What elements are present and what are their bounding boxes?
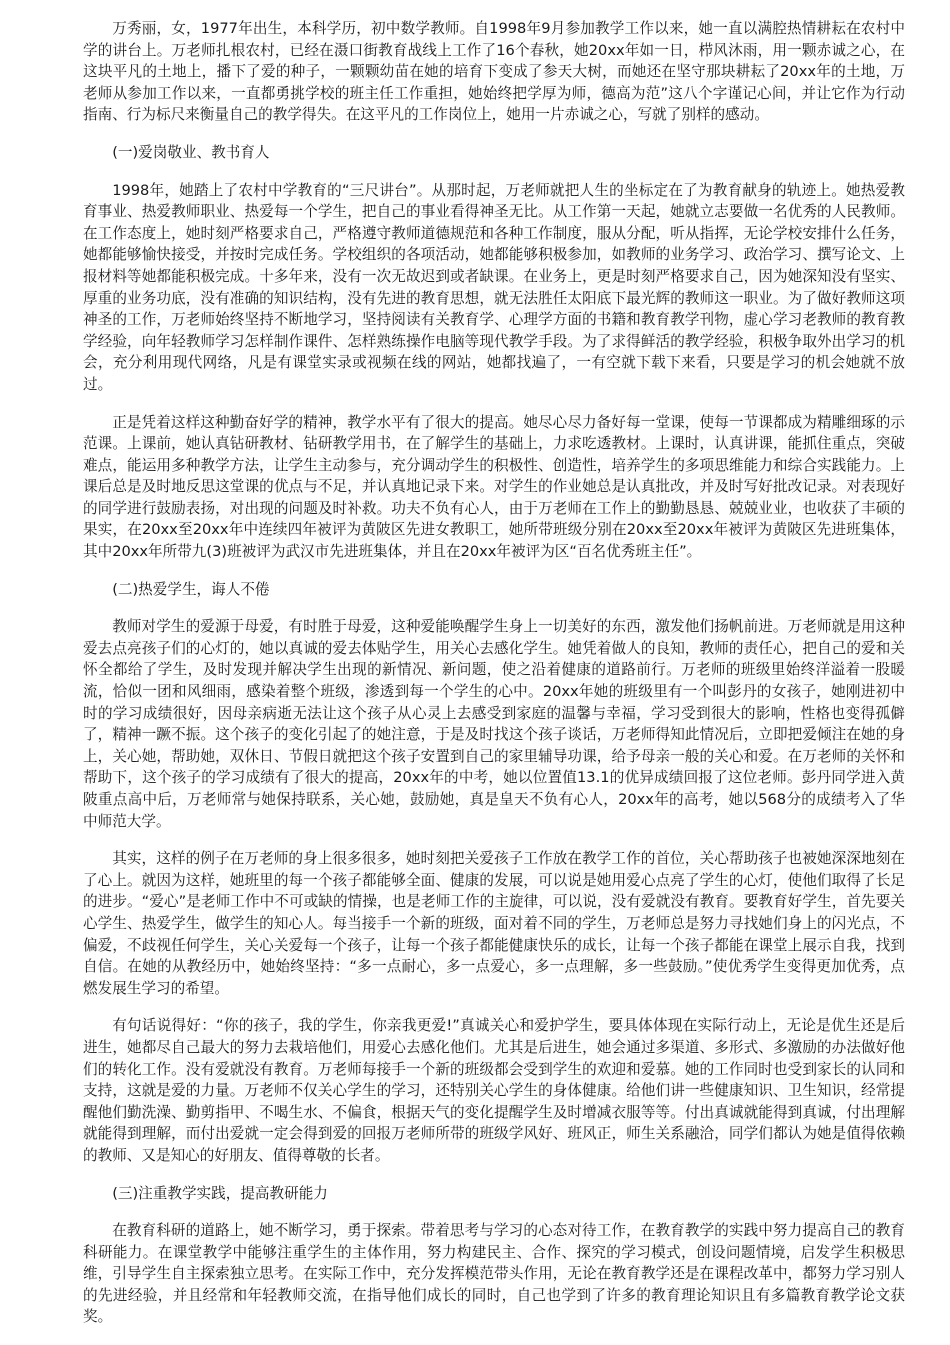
document-page [83, 18, 905, 1344]
paragraph-dedication: 1998年，她踏上了农村中学教育的“三尺讲台”。从那时起，万老师就把人生的坐标定在了为教育献身的轨迹上。她热爱教育事业、热爱教师职业、热爱每一个学生，把自己的事业看得神圣无比。从工作第一天起，她就立志要做一名优秀的人民教师。在工作态度上，她时刻严格要求自己，严格遵守教师道德规范和各种工作制度，服从分配，听从指挥，无论学校安排什么任务，她都能够愉快接受，并按时完成任务。学校组织的各项活动，她都能够积极参加，如教师的业务学习、政治学习、撰写论文、上报材料等她都能积极完成。十多年来，没有一次无故迟到或者缺课。在业务上，更是时刻严格要求自己，因为她深知没有坚实、厚重的业务功底，没有准确的知识结构，没有先进的教育思想，就无法胜任太阳底下最光辉的教师这一职业。为了做好教师这项神圣的工作，万老师始终坚持不断地学习，坚持阅读有关教育学、心理学方面的书籍和教育教学刊物，虚心学习老教师的教育教学经验，向年轻教师学习怎样制作课件、怎样熟练操作电脑等现代教学手段。为了求得鲜活的教学经验，积极争取外出学习的机会，充分利用现代网络，凡是有课堂实录或视频在线的网站，她都找遍了，一有空就下载下来看，只要是学习的机会她就不放过。 [83, 181, 905, 393]
paragraph-examples: 其实，这样的例子在万老师的身上很多很多，她时刻把关爱孩子工作放在教学工作的首位，关心帮助孩子也被她深深地刻在了心上。就因为这样，她班里的每一个孩子都能够全面、健康的发展，可以说是她用爱心点亮了学生的心灯，使他们取得了长足的进步。“爱心”是老师工作中不可或缺的情操，也是老师工作的主旋律，可以说，没有爱就没有教育。要教育好学生，首先要关心学生、热爱学生，做学生的知心人。每当接手一个新的班级，面对着不同的学生，万老师总是努力寻找她们身上的闪光点，不偏爱，不歧视任何学生，关心关爱每一个孩子，让每一个孩子都能健康快乐的成长，让每一个孩子都能在课堂上展示自我，找到自信。在她的从教经历中，她始终坚持：“多一点耐心，多一点爱心，多一点理解，多一些鼓励。”使优秀学生变得更加优秀，点燃发展生学习的希望。 [83, 850, 905, 997]
paragraph-research: 在教育科研的道路上，她不断学习，勇于探索。带着思考与学习的心态对待工作，在教育教学的实践中努力提高自己的教育科研能力。在课堂教学中能够注重学生的主体作用，努力构建民主、合作、探究的学习模式，创设问题情境，启发学生积极思维，引导学生自主探索独立思考。在实际工作中，充分发挥模范带头作用，无论在教育教学还是在课程改革中，都努力学习别人的先进经验，并且经常和年轻教师交流，在指导他们成长的同时，自己也学到了许多的教育理论知识且有多篇教育教学论文获奖。 [83, 1222, 905, 1326]
section-heading-1: (一)爱岗敬业、教书育人 [112, 143, 270, 161]
section-heading-3: (三)注重教学实践，提高教研能力 [112, 1184, 328, 1202]
paragraph-teaching-quality: 正是凭着这样这种勤奋好学的精神，教学水平有了很大的提高。她尽心尽力备好每一堂课，使每一节课都成为精雕细琢的示范课。上课前，她认真钻研教材、钻研教学用书，在了解学生的基础上，力求吃透教材。上课时，认真讲课，能抓住重点，突破难点，能运用多种教学方法，让学生主动参与，充分调动学生的积极性、创造性，培养学生的多项思维能力和综合实践能力。上课后总是及时地反思这堂课的优点与不足，并认真地记录下来。对学生的作业她总是认真批改，并及时写好批改记录。对表现好的同学进行鼓励表扬，对出现的问题及时补救。功夫不负有心人，由于万老师在工作上的勤勤恳恳、兢兢业业，也收获了丰硕的果实，在20xx至20xx年中连续四年被评为黄陂区先进女教职工，她所带班级分别在20xx至20xx年被评为黄陂区先进班集体，其中20xx年所带九(3)班被评为武汉市先进班集体，并且在20xx年被评为区“百名优秀班主任”。 [83, 413, 905, 561]
paragraph-love-students: 教师对学生的爱源于母爱，有时胜于母爱，这种爱能唤醒学生身上一切美好的东西，激发他们扬帆前进。万老师就是用这种爱去点亮孩子们的心灯的，她以真诚的爱去体贴学生，用关心去感化学生。她凭着做人的良知，教师的责任心，把自己的爱和关怀全都给了学生，及时发现并解决学生出现的新情况、新问题，使之沿着健康的道路前行。万老师的班级里始终洋溢着一股暖流，恰似一团和风细雨，感染着整个班级，渗透到每一个学生的心中。20xx年她的班级里有一个叫彭丹的女孩子，她刚进初中时的学习成绩很好，因母亲病逝无法让这个孩子从心灵上去感受到家庭的温馨与幸福，学习受到很大的影响，性格也变得孤僻了，精神一蹶不振。这个孩子的变化引起了的她注意，于是及时找这个孩子谈话，万老师得知此情况后，立即把爱倾注在她的身上，关心她，帮助她，双休日、节假日就把这个孩子安置到自己的家里辅导功课，给予母亲一般的关心和爱。在万老师的关怀和帮助下，这个孩子的学习成绩有了很大的提高，20xx年的中考，她以位置值13.1的优异成绩回报了这位老师。彭丹同学进入黄陂重点高中后，万老师常与她保持联系，关心她，鼓励她，真是皇天不负有心人，20xx年的高考，她以568分的成绩考入了华中师范大学。 [83, 618, 905, 830]
paragraph-care: 有句话说得好：“你的孩子，我的学生，你亲我更爱!”真诚关心和爱护学生，要具体体现在实际行动上，无论是优生还是后进生，她都尽自己最大的努力去栽培他们，用爱心去感化他们。尤其是后进生，她会通过多渠道、多形式、多激励的办法做好他们的转化工作。没有爱就没有教育。万老师每接手一个新的班级都会受到学生的欢迎和爱慕。她的工作同时也受到家长的认同和支持，这就是爱的力量。万老师不仅关心学生的学习，还特别关心学生的身体健康。给他们讲一些健康知识、卫生知识，经常提醒他们勤洗澡、勤剪指甲、不喝生水、不偏食，根据天气的变化提醒学生及时增减衣服等等。付出真诚就能得到真诚，付出理解就能得到理解，而付出爱就一定会得到爱的回报万老师所带的班级学风好、班风正，师生关系融洽，同学们都认为她是值得依赖的教师、又是知心的好朋友、值得尊敬的长者。 [83, 1017, 905, 1164]
section-heading-2: (二)热爱学生，诲人不倦 [112, 580, 270, 598]
paragraph-intro: 万秀丽，女，1977年出生，本科学历，初中数学教师。自1998年9月参加教学工作以来，她一直以满腔热情耕耘在农村中学的讲台上。万老师扎根农村，已经在滠口街教育战线上工作了16个春秋，她20xx年如一日，栉风沐雨，用一颗赤诚之心，在这块平凡的土地上，播下了爱的种子，一颗颗幼苗在她的培育下变成了参天大树，而她还在坚守那块耕耘了20xx年的土地，万老师从参加工作以来，一直都勇挑学校的班主任工作重担，她始终把学厚为师，德高为范”这八个字谨记心间，并让它作为行动指南、行为标尺来衡量自己的教学得失。在这平凡的工作岗位上，她用一片赤诚之心，写就了别样的感动。 [83, 20, 905, 124]
